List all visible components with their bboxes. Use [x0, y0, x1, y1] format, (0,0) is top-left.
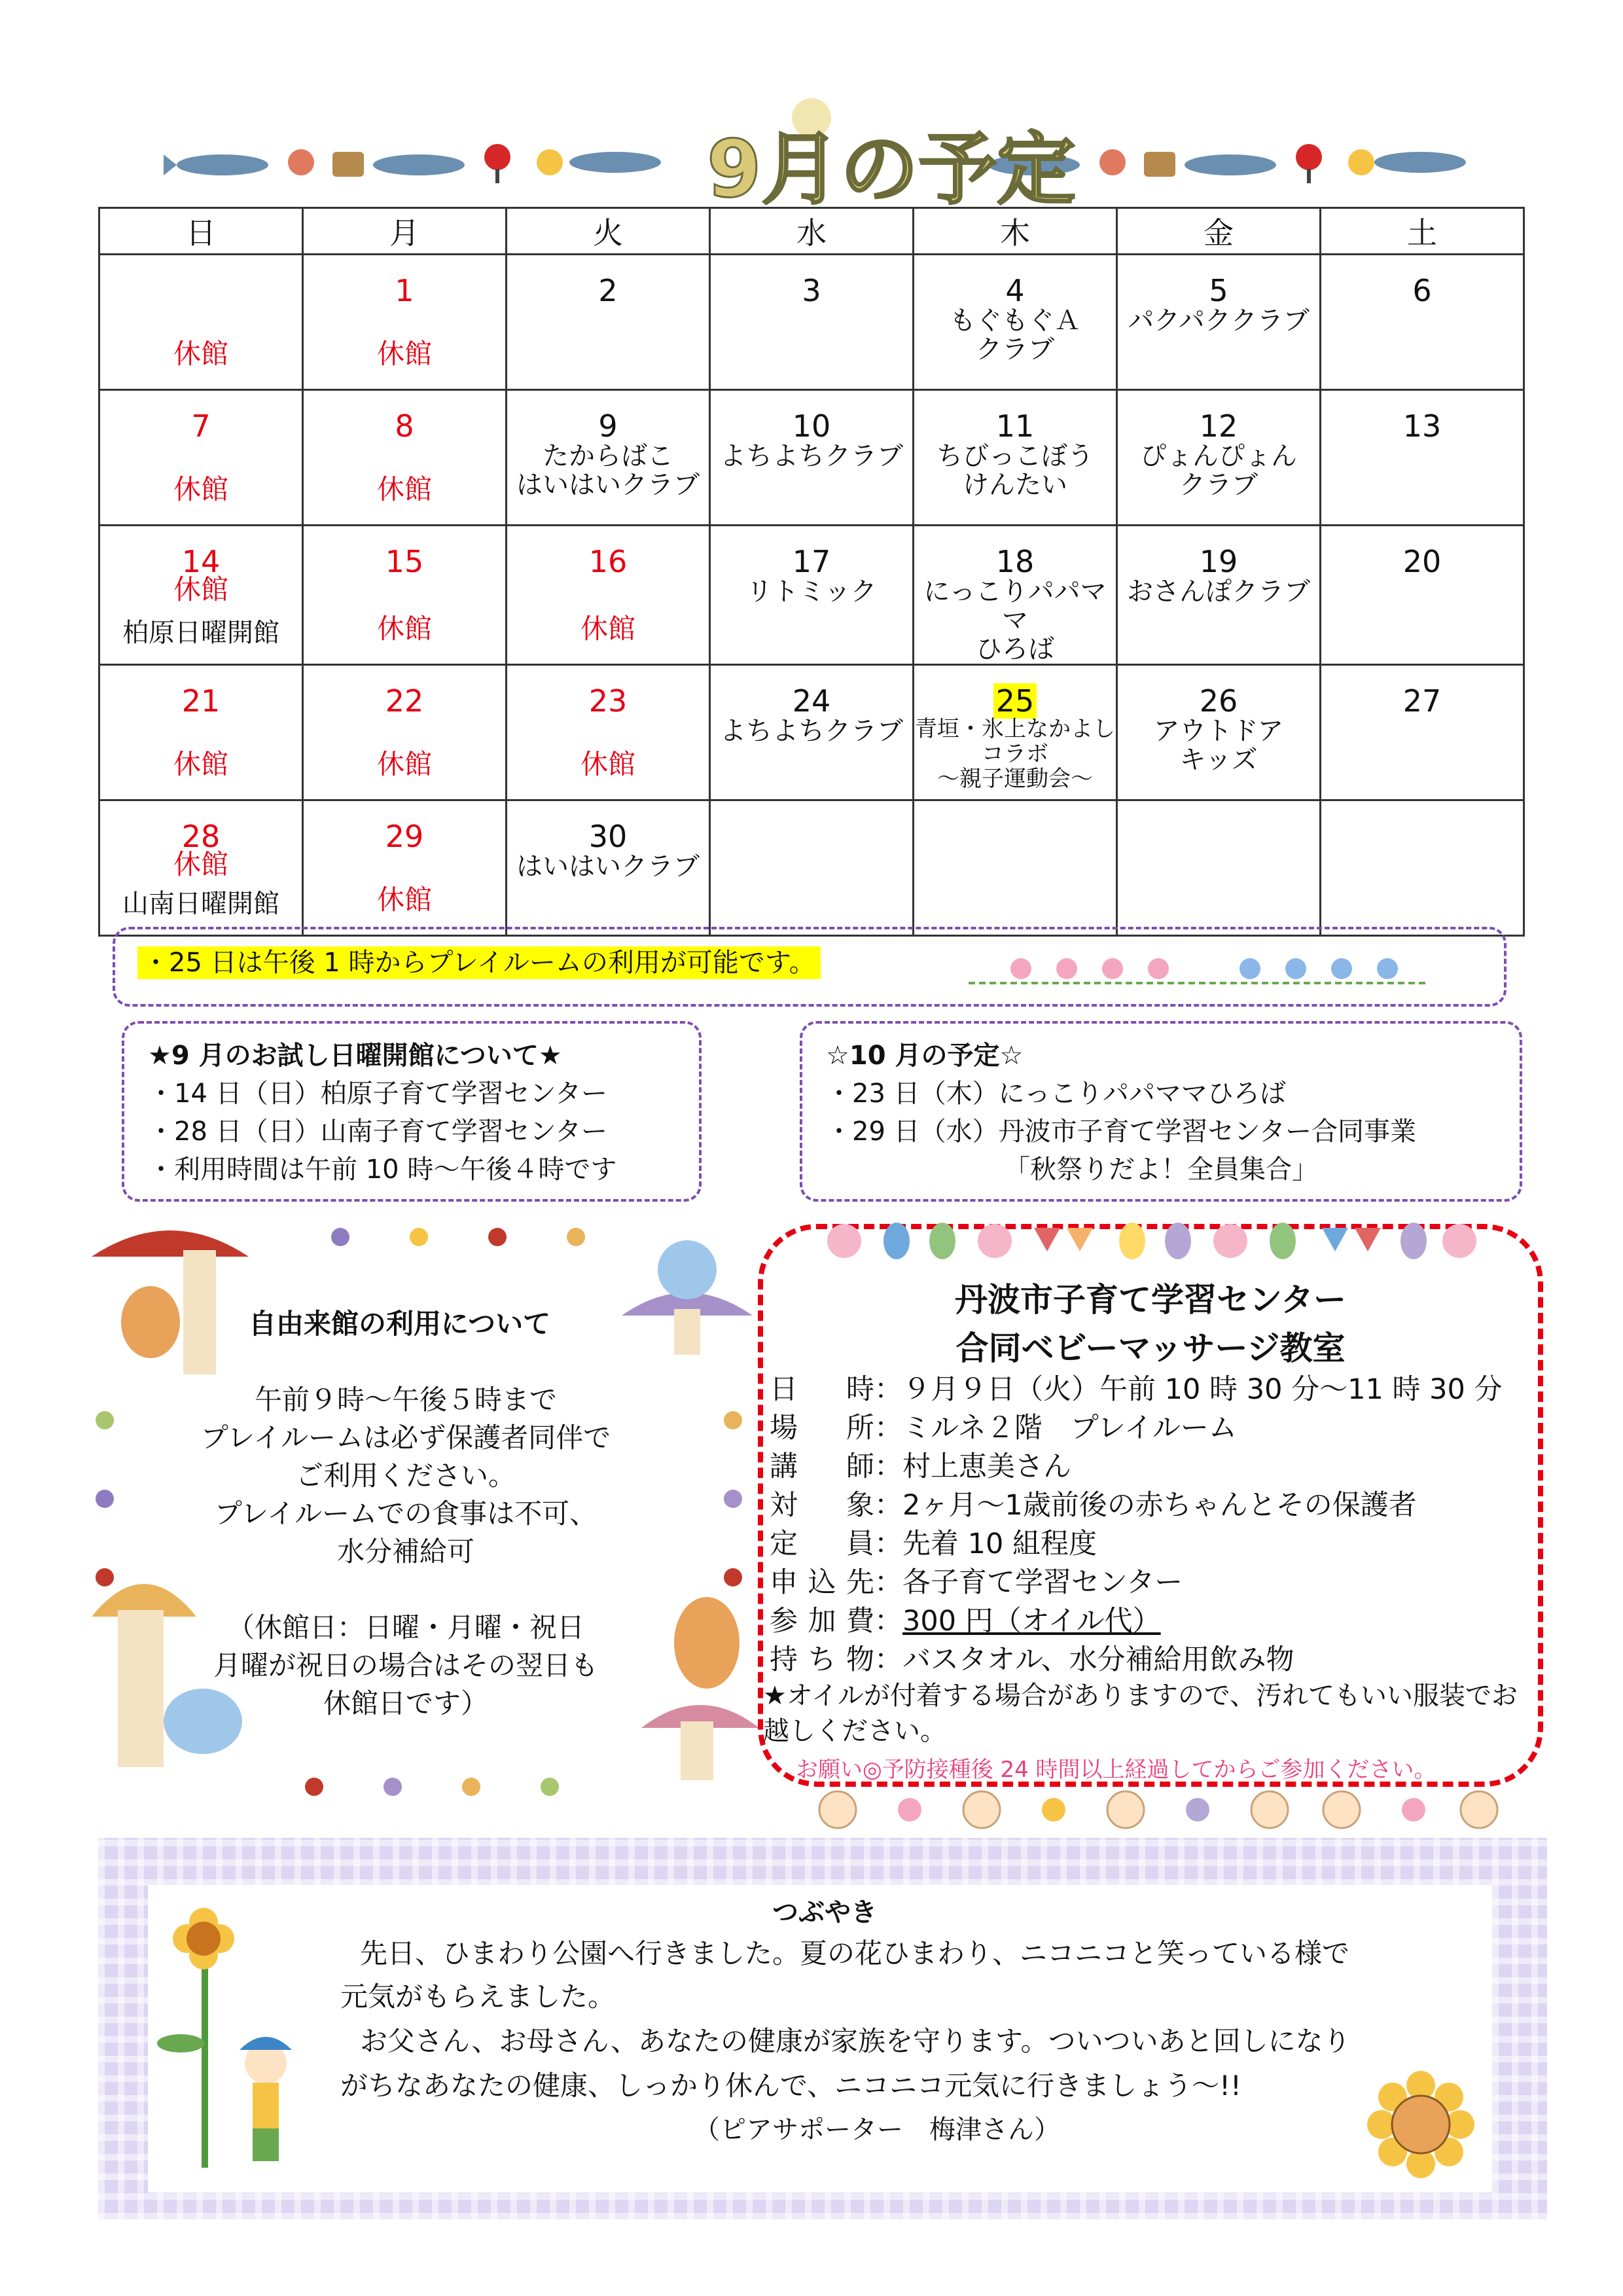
day-number: 12 [1199, 408, 1238, 444]
event-label: けんたい [963, 470, 1067, 500]
murmur-line: 先日、ひまわり公園へ行きました。夏の花ひまわり、ニコニコと笑っている様で [360, 1937, 1350, 1969]
day-number: 29 [385, 819, 424, 854]
free-visit-line: プレイルームでの食事は不可、 [214, 1498, 597, 1530]
weekday-header: 火 [507, 208, 710, 255]
calendar-day-cell [710, 665, 914, 800]
squirrel-icon [674, 1597, 740, 1689]
day-number: 20 [1402, 544, 1442, 579]
sunday-open-note: 柏原日曜開館 [122, 618, 279, 648]
baby-decoration [812, 1780, 1505, 1839]
calendar-day-cell [914, 255, 1117, 390]
massage-row [770, 1641, 1542, 1679]
calendar-day-cell [99, 255, 303, 390]
closed-label: 休館 [173, 573, 228, 605]
calendar-day-cell [914, 526, 1117, 665]
cake-icon [332, 152, 364, 177]
calendar-day-cell [507, 526, 710, 665]
day-number-highlight: 25 [993, 683, 1037, 719]
massage-row [770, 1486, 1542, 1525]
weekday-header: 土 [1321, 208, 1524, 255]
day-number: 14 [181, 544, 221, 579]
day-number: 22 [385, 683, 424, 719]
calendar-day-cell [1321, 665, 1524, 800]
day-number: 26 [1199, 683, 1238, 719]
day-number: 1 [395, 273, 414, 308]
event-label: ちびっこぼう [936, 441, 1094, 471]
sunflower-icon [1365, 2072, 1476, 2177]
massage-row-value: ：９月９日（火）午前 10 時 30 分～11 時 30 分 [874, 1373, 1503, 1406]
calendar-week-row [99, 390, 1524, 526]
event-label: よちよちクラブ [720, 716, 903, 746]
calendar-day-cell [710, 526, 914, 665]
mouse-icon [1010, 958, 1169, 979]
massage-row [770, 1409, 1542, 1448]
easter-egg-icon [1270, 1223, 1296, 1259]
massage-row-value: ： [874, 1605, 902, 1638]
baby-face-icon [819, 1791, 1497, 1828]
fish-icon [164, 154, 268, 175]
closed-label: 休館 [376, 748, 432, 780]
event-label: はいはいクラブ [516, 852, 700, 882]
event-label: にっこりパパママ [923, 577, 1107, 636]
free-visit-line: プレイルームは必ず保護者同伴で [200, 1422, 611, 1454]
fish-icon [569, 152, 661, 173]
closed-label: 休館 [173, 748, 228, 780]
calendar-day-cell [303, 665, 507, 800]
calendar-day-cell [1117, 255, 1321, 390]
cat-icon [1348, 149, 1374, 175]
day-number: 23 [588, 683, 628, 719]
event-label: 青垣・氷上なかよし [915, 716, 1115, 742]
massage-row-value: ：各子育て学習センター [874, 1566, 1183, 1599]
october-schedule-box [800, 1021, 1522, 1202]
day-number: 15 [385, 544, 424, 579]
event-label: クラブ [1179, 470, 1258, 500]
easter-decoration [818, 1215, 1486, 1262]
day-number: 17 [792, 544, 831, 579]
sunday-trial-box [122, 1021, 702, 1202]
massage-row-label: 定 員 [770, 1528, 874, 1560]
massage-row-value: ：村上恵美さん [874, 1450, 1071, 1483]
calendar [98, 207, 1525, 937]
calendar-day-cell [1321, 390, 1524, 526]
fan-icon [1296, 144, 1322, 183]
day-number: 9 [598, 408, 618, 444]
mushroom-icon [622, 1293, 753, 1355]
cake-icon [1144, 152, 1175, 177]
mouse-icon [1240, 958, 1398, 979]
calendar-body [99, 255, 1524, 936]
calendar-week-row [99, 526, 1524, 665]
october-line: ・29 日（水）丹波市子育て学習センター合同事業 [826, 1117, 1417, 1147]
calendar-day-cell [99, 665, 303, 800]
massage-row-label: 講 師 [770, 1450, 874, 1483]
murmur-signature: （ピアサポーター 梅津さん） [694, 2115, 1060, 2145]
day-number: 8 [395, 408, 414, 444]
event-label: ぴょんぴょん [1140, 441, 1297, 471]
event-label: もぐもぐＡ [950, 306, 1080, 336]
event-label: ひろば [976, 634, 1054, 664]
massage-details [770, 1371, 1542, 1679]
massage-row-label: 持ち物 [770, 1643, 874, 1676]
day-number: 16 [588, 544, 628, 579]
murmur-line: 元気がもらえました。 [340, 1981, 616, 2013]
title-text: 9月の予定 [707, 124, 1076, 215]
calendar-day-cell [914, 390, 1117, 526]
massage-row-label: 申込先 [770, 1566, 874, 1599]
massage-title: 丹波市子育て学習センター [955, 1281, 1346, 1319]
massage-row [770, 1602, 1542, 1641]
event-label: おさんぽクラブ [1127, 577, 1310, 607]
fish-icon [373, 154, 465, 175]
closed-label: 休館 [173, 848, 228, 880]
closed-label: 休館 [376, 613, 432, 645]
notice-text: ・25 日は午後 1 時からプレイルームの利用が可能です。 [137, 946, 821, 979]
mice-decoration [969, 949, 1427, 988]
event-label: クラブ [976, 334, 1054, 365]
day-number [914, 685, 1116, 717]
event-label: リトミック [746, 577, 877, 607]
calendar-day-cell [1321, 526, 1524, 665]
closed-label: 休館 [580, 613, 635, 645]
calendar-day-cell [1117, 390, 1321, 526]
massage-row [770, 1564, 1542, 1602]
massage-fee: 300 円（オイル代） [902, 1605, 1161, 1638]
calendar-day-cell [1117, 800, 1321, 936]
calendar-day-cell [710, 390, 914, 526]
calendar-day-cell [914, 800, 1117, 936]
day-number: 30 [588, 819, 628, 854]
free-visit-line: 水分補給可 [336, 1535, 474, 1568]
free-visit-spacer [157, 1571, 654, 1609]
day-number: 19 [1199, 544, 1238, 579]
calendar-day-cell [507, 390, 710, 526]
event-label: パクパククラブ [1128, 306, 1310, 336]
weekday-header: 月 [303, 208, 507, 255]
closed-label: 休館 [173, 338, 228, 370]
day-number: 28 [181, 819, 221, 854]
mouse-icon [658, 1240, 717, 1299]
closed-label: 休館 [376, 338, 432, 370]
closed-label: 休館 [173, 473, 228, 505]
sunday-trial-title: ★9 月のお試し日曜開館について★ [148, 1041, 562, 1071]
day-number: 6 [1412, 273, 1432, 308]
rabbit-icon [1213, 1224, 1247, 1258]
calendar-day-cell [303, 255, 507, 390]
sunday-open-note: 山南日曜開館 [122, 889, 279, 919]
calendar-day-cell [303, 390, 507, 526]
free-visit-line: 月曜が祝日の場合はその翌日も [213, 1649, 598, 1681]
massage-subtitle: 合同ベビーマッサージ教室 [955, 1329, 1346, 1367]
closed-label: 休館 [376, 473, 432, 505]
fish-icon [1185, 154, 1276, 175]
calendar-day-cell [99, 800, 303, 936]
massage-row [770, 1448, 1542, 1486]
easter-egg-icon [1119, 1223, 1191, 1259]
sunday-trial-line: ・14 日（日）柏原子育て学習センター [148, 1079, 608, 1109]
calendar-day-cell [507, 665, 710, 800]
day-number: 27 [1402, 683, 1442, 719]
massage-request: お願い◎予防接種後 24 時間以上経過してからご参加ください。 [796, 1757, 1436, 1783]
closed-label: 休館 [580, 748, 635, 780]
calendar-day-cell [1321, 255, 1524, 390]
calendar-week-row [99, 665, 1524, 800]
massage-row-value: ：バスタオル、水分補給用飲み物 [874, 1643, 1294, 1676]
murmur-title: つぶやき [772, 1897, 877, 1928]
day-number: 11 [995, 408, 1035, 444]
massage-row-label: 日 時 [770, 1373, 874, 1406]
day-number: 13 [1402, 408, 1442, 444]
title-art [681, 92, 1076, 216]
event-label: コラボ [982, 741, 1048, 767]
calendar-week-row [99, 255, 1524, 390]
closed-label: 休館 [376, 884, 432, 916]
calendar-day-cell [303, 800, 507, 936]
rabbit-icon [1442, 1224, 1476, 1258]
calendar-day-cell [1117, 526, 1321, 665]
calendar-day-cell [914, 665, 1117, 800]
day-number: 21 [181, 683, 221, 719]
calendar-day-cell [303, 526, 507, 665]
easter-egg-icon [1400, 1223, 1427, 1259]
squirrel-icon [121, 1286, 180, 1358]
day-number: 2 [598, 273, 618, 308]
massage-row-value: ：2ヶ月～1歳前後の赤ちゃんとその保護者 [874, 1489, 1417, 1522]
mushroom-icon [641, 1705, 759, 1780]
day-number: 7 [191, 408, 211, 444]
event-label: はいはいクラブ [516, 470, 700, 500]
weekday-header: 日 [99, 208, 303, 255]
calendar-day-cell [710, 255, 914, 390]
free-visit-line: 休館日です） [323, 1687, 488, 1719]
rabbit-icon [827, 1224, 861, 1258]
event-label: キッズ [1179, 745, 1258, 775]
calendar-week-row [99, 800, 1524, 936]
calendar-day-cell [507, 255, 710, 390]
massage-row-label: 参加費 [770, 1605, 874, 1638]
murmur-line: お父さん、お母さん、あなたの健康が家族を守ります。ついついあと回しになり [360, 2025, 1351, 2057]
event-label: アウトドア [1153, 716, 1284, 746]
massage-row-label: 対 象 [770, 1489, 874, 1522]
weekday-header: 木 [914, 208, 1117, 255]
free-visit-body [157, 1381, 654, 1723]
october-title: ☆10 月の予定☆ [826, 1041, 1024, 1071]
day-number: 18 [995, 544, 1035, 579]
free-visit-line: 午前９時～午後５時まで [254, 1384, 557, 1416]
cat-icon [288, 149, 314, 175]
calendar-day-cell [99, 526, 303, 665]
calendar-day-cell [1321, 800, 1524, 936]
easter-egg-icon [883, 1223, 955, 1259]
weekday-header: 金 [1117, 208, 1321, 255]
massage-row-label: 場 所 [770, 1412, 874, 1444]
massage-row-value: ：ミルネ２階 プレイルーム [874, 1412, 1237, 1444]
free-visit-title: 自由来館の利用について [249, 1308, 551, 1340]
massage-row [770, 1371, 1542, 1409]
massage-row-value: ：先着 10 組程度 [874, 1528, 1097, 1560]
cat-icon [537, 149, 563, 175]
day-number: 10 [792, 408, 831, 444]
sunflower-icon [154, 1899, 312, 2174]
event-label: たからばこ [543, 441, 673, 471]
weekday-header-row [99, 208, 1524, 255]
free-visit-line: ご利用ください。 [295, 1460, 516, 1492]
calendar-day-cell [99, 390, 303, 526]
calendar-day-cell [507, 800, 710, 936]
cat-icon [1099, 149, 1126, 175]
october-line: 「秋祭りだよ！全員集合」 [1004, 1155, 1318, 1185]
day-number: 4 [1005, 273, 1025, 308]
massage-row [770, 1525, 1542, 1564]
october-line: ・23 日（木）にっこりパパママひろば [826, 1079, 1286, 1109]
murmur-line: がちなあなたの健康、しっかり休んで、ニコニコ元気に行きましょう～!! [340, 2070, 1241, 2102]
weekday-header: 水 [710, 208, 914, 255]
calendar-day-cell [710, 800, 914, 936]
fish-icon [1374, 152, 1466, 173]
massage-note: ★オイルが付着する場合がありますので、汚れてもいい服装でお越しください。 [763, 1681, 1518, 1746]
calendar-day-cell [1117, 665, 1321, 800]
sunday-trial-line: ・利用時間は午前 10 時～午後４時です [148, 1155, 617, 1185]
sunday-trial-line: ・28 日（日）山南子育て学習センター [148, 1117, 608, 1147]
event-label: ～親子運動会～ [937, 766, 1093, 792]
event-label: よちよちクラブ [720, 441, 903, 471]
day-number: 24 [792, 683, 831, 719]
free-visit-line: （休館日：日曜・月曜・祝日 [226, 1611, 584, 1643]
day-number: 5 [1209, 273, 1228, 308]
day-number: 3 [802, 273, 821, 308]
fan-icon [484, 144, 510, 183]
rabbit-icon [978, 1224, 1012, 1258]
